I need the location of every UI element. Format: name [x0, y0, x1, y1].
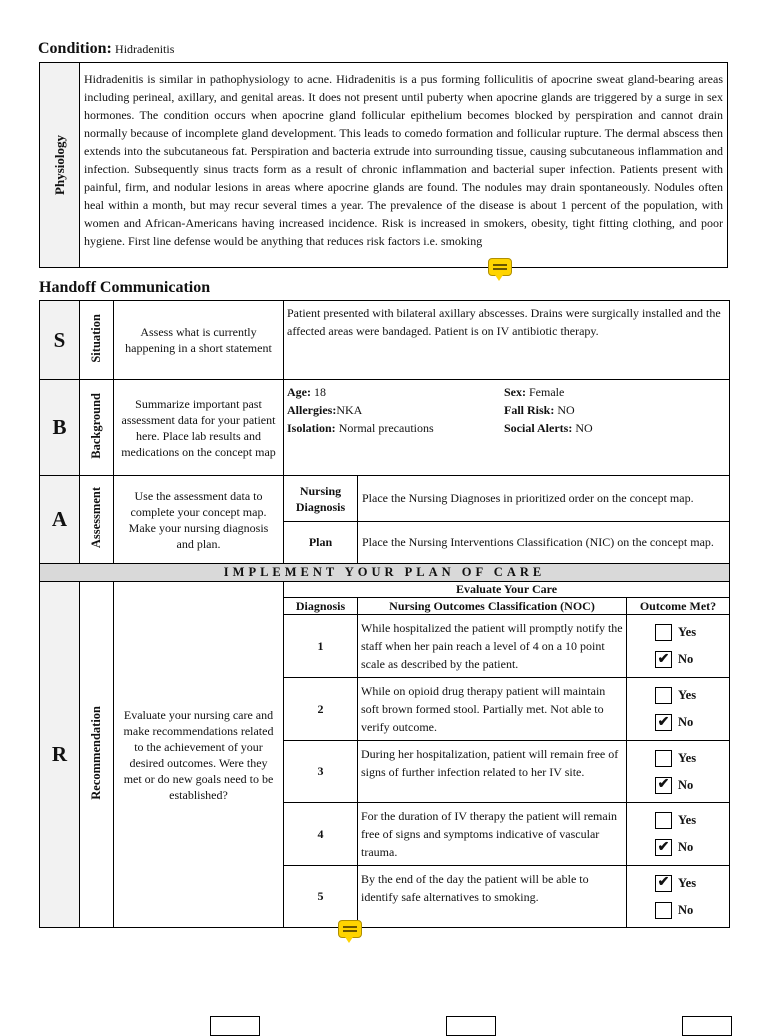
assessment-row-diagnosis [40, 476, 730, 522]
assessment-label: Assessment [89, 486, 103, 549]
plan-label: Plan [284, 522, 358, 564]
outcome-met-cell [627, 803, 730, 866]
condition-line [38, 40, 174, 58]
outcome-met-col-header: Outcome Met? [627, 598, 730, 615]
isolation-label: Isolation: [287, 421, 336, 435]
yes-label: Yes [678, 875, 697, 890]
evaluate-title: Evaluate Your Care [284, 582, 730, 598]
social-alerts-label: Social Alerts: [504, 421, 573, 435]
social-alerts-field [504, 419, 726, 437]
diagnosis-number: 5 [284, 866, 358, 928]
outcome-met-cell [627, 615, 730, 678]
diagnosis-number: 2 [284, 678, 358, 741]
sex-field [504, 383, 726, 401]
situation-label: Situation [89, 313, 103, 363]
no-label: No [678, 652, 694, 666]
plan-text[interactable]: Place the Nursing Interventions Classification (NIC) on the concept map. [358, 522, 730, 564]
no-option[interactable] [655, 897, 729, 924]
diagnosis-col-header: Diagnosis [284, 598, 358, 615]
yes-label: Yes [678, 625, 697, 639]
assessment-letter: A [40, 476, 80, 564]
no-checkbox[interactable]: ✔ [655, 777, 672, 794]
noc-col-header: Nursing Outcomes Classification (NOC) [358, 598, 627, 615]
yes-checkbox[interactable]: ✔ [655, 875, 672, 892]
yes-checkbox[interactable] [655, 812, 672, 829]
nursing-diagnosis-label: Nursing Diagnosis [284, 476, 358, 522]
no-option[interactable] [655, 834, 729, 861]
social-alerts-value: NO [575, 421, 593, 435]
noc-text[interactable]: During her hospitalization, patient will remain free of signs of further infection related to her IV site. [358, 741, 627, 803]
noc-text[interactable]: For the duration of IV therapy the patient will remain free of signs and symptoms indicative of vascular trauma. [358, 803, 627, 866]
situation-row [40, 301, 730, 380]
no-label: No [678, 715, 694, 729]
yes-option[interactable] [655, 870, 729, 897]
condition-label: Condition: [38, 40, 112, 57]
isolation-value: Normal precautions [338, 421, 434, 435]
nursing-diagnosis-text[interactable]: Place the Nursing Diagnoses in prioritized order on the concept map. [358, 476, 730, 522]
yes-option[interactable] [655, 807, 729, 834]
physiology-text: Hidradenitis is similar in pathophysiology to acne. Hidradenitis is a pus forming folliculitis of apocrine sweat gland-bearing areas including perineal, axillary, and genital areas. It does not present until puberty when apocrine glands are triggered by a surge in sex hormones. The condition occurs when apocrine gland follicular epithelium becomes blocked by perspiration and cannot drain normally because of incomplete gland development. This leads to comedo formation and follicular rupture. The dermal abscess then extends into the subcutaneous fat. Perspiration and bacteria extrude into surrounding tissue, causing subcutaneous inflammation and infection. Subsequently sinus tracts form as a result of chronic inflammation and bacterial super infection. Patients present with painful, firm, and nodular lesions in areas where apocrine glands are found. The nodules may drain spontaneously. Nodules often heal within a month, but may recur several times a year. The prevalence of the disease is about 1 percent of the population, with women and African-Americans having increased incidence. Risk is increased in smokers, obesity, tight fitting clothing, and poor hygiene. First line defense would be anything that reduces risk factors i.e. smoking [84, 72, 723, 248]
recommendation-letter: R [40, 582, 80, 928]
background-letter: B [40, 380, 80, 476]
physiology-label: Physiology [51, 135, 67, 195]
noc-text[interactable]: By the end of the day the patient will be able to identify safe alternatives to smoking. [358, 866, 627, 928]
outcome-met-cell [627, 866, 730, 928]
evaluate-header-row [40, 582, 730, 598]
physiology-side [40, 63, 80, 267]
no-checkbox[interactable]: ✔ [655, 839, 672, 856]
comment-icon[interactable] [488, 258, 512, 276]
no-checkbox[interactable] [655, 902, 672, 919]
noc-text[interactable]: While on opioid drug therapy patient will maintain soft brown formed stool. Partially met. Not able to verify outcome. [358, 678, 627, 741]
footer-box [446, 1016, 496, 1036]
noc-text[interactable]: While hospitalized the patient will promptly notify the staff when her pain reach a level of 4 on a 10 point scale as described by the patient. [358, 615, 627, 678]
diagnosis-number: 1 [284, 615, 358, 678]
outcome-met-cell [627, 678, 730, 741]
no-checkbox[interactable]: ✔ [655, 714, 672, 731]
fall-risk-value: NO [557, 403, 575, 417]
allergies-field [287, 401, 504, 419]
no-label: No [678, 840, 694, 854]
diagnosis-number: 4 [284, 803, 358, 866]
background-label: Background [89, 392, 103, 459]
outcome-met-cell [627, 741, 730, 803]
assessment-label-cell [80, 476, 114, 564]
allergies-label: Allergies: [287, 403, 337, 417]
sex-value: Female [529, 385, 565, 399]
handoff-title: Handoff Communication [39, 279, 211, 296]
yes-option[interactable] [655, 682, 729, 709]
fall-risk-field [504, 401, 726, 419]
sbar-table [39, 300, 730, 928]
no-option[interactable] [655, 772, 729, 799]
no-label: No [678, 777, 694, 792]
yes-option[interactable] [655, 745, 729, 772]
background-content[interactable] [284, 380, 730, 476]
physiology-box [39, 62, 728, 268]
no-option[interactable] [655, 646, 729, 673]
age-value: 18 [314, 385, 326, 399]
no-option[interactable] [655, 709, 729, 736]
implement-row [40, 564, 730, 582]
situation-label-cell [80, 301, 114, 380]
yes-checkbox[interactable] [655, 624, 672, 641]
yes-checkbox[interactable] [655, 750, 672, 767]
background-row [40, 380, 730, 476]
footer-box [682, 1016, 732, 1036]
yes-option[interactable] [655, 619, 729, 646]
no-checkbox[interactable]: ✔ [655, 651, 672, 668]
yes-label: Yes [678, 688, 697, 702]
situation-instruction: Assess what is currently happening in a short statement [114, 301, 284, 380]
situation-letter: S [40, 301, 80, 380]
assessment-instruction: Use the assessment data to complete your concept map. Make your nursing diagnosis and plan. [114, 476, 284, 564]
yes-label: Yes [678, 750, 697, 765]
sex-label: Sex: [504, 385, 526, 399]
yes-checkbox[interactable] [655, 687, 672, 704]
background-label-cell [80, 380, 114, 476]
condition-value: Hidradenitis [115, 42, 175, 56]
implement-label: IMPLEMENT YOUR PLAN OF CARE [40, 564, 730, 582]
isolation-field [287, 419, 504, 437]
recommendation-label: Recommendation [89, 705, 103, 800]
recommendation-instruction: Evaluate your nursing care and make recommendations related to the achievement of your desired outcomes. Were they met or do new goals need to be established? [114, 582, 284, 928]
footer-box [210, 1016, 260, 1036]
no-label: No [678, 902, 694, 917]
diagnosis-number: 3 [284, 741, 358, 803]
yes-label: Yes [678, 813, 697, 827]
allergies-value: NKA [336, 403, 363, 417]
age-field [287, 383, 504, 401]
recommendation-label-cell [80, 582, 114, 928]
age-label: Age: [287, 385, 311, 399]
fall-risk-label: Fall Risk: [504, 403, 555, 417]
comment-icon[interactable] [338, 920, 362, 938]
situation-content[interactable]: Patient presented with bilateral axillary abscesses. Drains were surgically installed and the affected areas were bandaged. Patient is on IV antibiotic therapy. [284, 301, 730, 380]
background-instruction: Summarize important past assessment data for your patient here. Place lab results and medications on the concept map [114, 380, 284, 476]
